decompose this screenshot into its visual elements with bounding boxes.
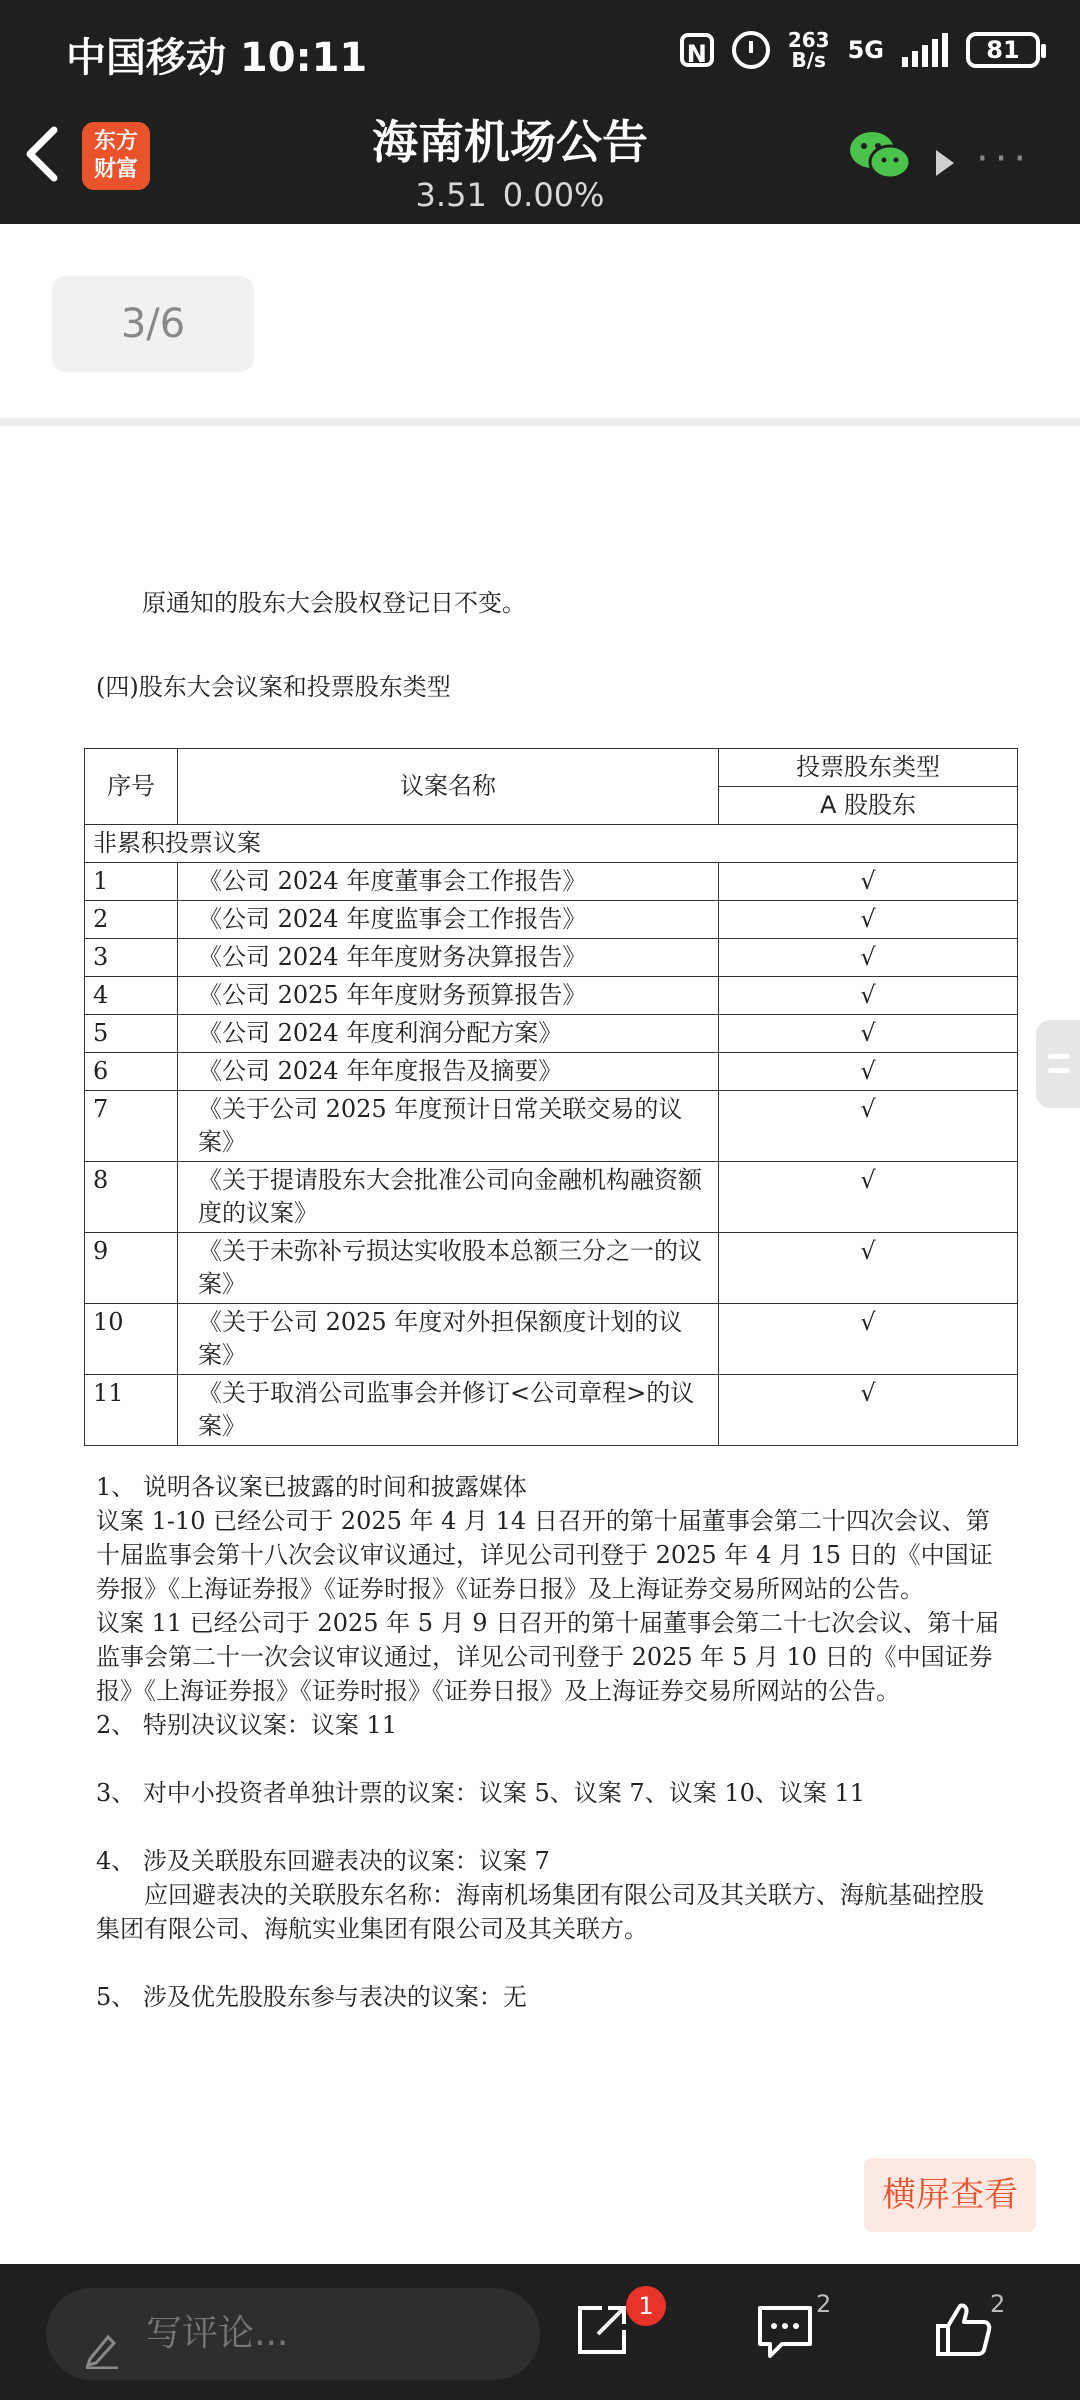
bottom-bar — [0, 2264, 1080, 2400]
divider — [0, 418, 1080, 426]
table-row — [85, 901, 1018, 939]
comment-placeholder: 写评论... — [146, 2313, 289, 2354]
row-number: 5 — [85, 1015, 178, 1053]
row-number: 6 — [85, 1053, 178, 1091]
section-title: (四)股东大会议案和投票股东类型 — [96, 673, 451, 701]
check-mark: √ — [719, 1304, 1018, 1375]
note-1-para-1: 议案 1-10 已经公司于 2025 年 4 月 14 日召开的第十届董事会第二十四次会议、第十届监事会第十八次会议审议通过，详见公司刊登于 2025 年 4 月 15 日的《中国证券报》《上海证券报》《证券时报》《证券日报》及上海证券交易所网站的公告。 — [96, 1507, 993, 1603]
comment-count: 2 — [816, 2290, 832, 2318]
row-number: 1 — [85, 863, 178, 901]
page-indicator: 3/6 — [52, 276, 254, 372]
carrier-time: 中国移动 10:11 — [66, 35, 368, 81]
note-5: 5、 涉及优先股股东参与表决的议案：无 — [96, 1983, 527, 2011]
table-row — [85, 1091, 1018, 1162]
proposal-name: 《公司 2024 年年度报告及摘要》 — [178, 1053, 719, 1091]
notes — [96, 1470, 1002, 2014]
table-rows — [85, 863, 1018, 1446]
check-mark: √ — [719, 1015, 1018, 1053]
row-number: 4 — [85, 977, 178, 1015]
check-mark: √ — [719, 1091, 1018, 1162]
check-mark: √ — [719, 1233, 1018, 1304]
table-row — [85, 977, 1018, 1015]
network-speed: 263 B/s — [787, 28, 830, 72]
like-count: 2 — [990, 2290, 1006, 2318]
battery-icon: 81 — [966, 32, 1040, 68]
signal-icon — [902, 33, 948, 67]
proposal-name: 《公司 2025 年年度财务预算报告》 — [178, 977, 719, 1015]
proposal-name: 《公司 2024 年度监事会工作报告》 — [178, 901, 719, 939]
table-row — [85, 1233, 1018, 1304]
wechat-icon[interactable] — [848, 128, 912, 184]
proposal-name: 《关于公司 2025 年度对外担保额度计划的议案》 — [178, 1304, 719, 1375]
proposal-name: 《公司 2024 年度利润分配方案》 — [178, 1015, 719, 1053]
stock-quote — [300, 176, 720, 214]
row-number: 7 — [85, 1091, 178, 1162]
stock-title[interactable] — [300, 106, 720, 214]
announcement-document — [0, 426, 1080, 2256]
proposal-table — [84, 748, 1018, 1446]
col-no-header: 序号 — [85, 749, 178, 825]
play-arrow-icon[interactable] — [936, 150, 954, 176]
nfc-icon: N — [680, 33, 714, 67]
note-1-para-2: 议案 11 已经公司于 2025 年 5 月 9 日召开的第十届董事会第二十七次会议、第十届监事会第二十一次会议审议通过，详见公司刊登于 2025 年 5 月 10 日的《中国证券报》《上海证券报》《证券时报》《证券日报》及上海证券交易所网站的公告。 — [96, 1609, 1000, 1705]
share-badge: 1 — [626, 2286, 666, 2326]
status-icons — [680, 24, 1040, 76]
table-row — [85, 1375, 1018, 1446]
side-drawer-handle[interactable] — [1036, 1020, 1080, 1108]
proposal-name: 《关于取消公司监事会并修订<公司章程>的议案》 — [178, 1375, 719, 1446]
col-type-header: 投票股东类型 — [719, 749, 1018, 787]
col-type-sub-header: A 股股东 — [719, 787, 1018, 825]
check-mark: √ — [719, 1162, 1018, 1233]
network-type: 5G — [847, 36, 884, 64]
table-row — [85, 1015, 1018, 1053]
check-mark: √ — [719, 1053, 1018, 1091]
table-row — [85, 1304, 1018, 1375]
comment-icon[interactable] — [756, 2304, 814, 2360]
share-icon[interactable] — [574, 2302, 630, 2358]
proposal-name: 《关于未弥补亏损达实收股本总额三分之一的议案》 — [178, 1233, 719, 1304]
app-logo[interactable]: 东方 财富 — [82, 122, 150, 190]
row-number: 3 — [85, 939, 178, 977]
note-4: 4、 涉及关联股东回避表决的议案：议案 7 — [96, 1847, 550, 1875]
col-name-header: 议案名称 — [178, 749, 719, 825]
proposal-name: 《关于公司 2025 年度预计日常关联交易的议案》 — [178, 1091, 719, 1162]
alarm-icon — [732, 31, 770, 69]
more-icon[interactable]: ··· — [976, 136, 1033, 182]
like-icon[interactable] — [934, 2300, 994, 2360]
group-label: 非累积投票议案 — [85, 825, 1018, 863]
status-bar — [0, 0, 1080, 100]
landscape-view-button[interactable]: 横屏查看 — [864, 2158, 1036, 2232]
notice-text: 原通知的股东大会股权登记日不变。 — [142, 589, 526, 617]
proposal-name: 《关于提请股东大会批准公司向金融机构融资额度的议案》 — [178, 1162, 719, 1233]
back-icon[interactable] — [22, 122, 82, 192]
stock-change: 0.00% — [502, 176, 605, 214]
row-number: 2 — [85, 901, 178, 939]
note-3: 3、 对中小投资者单独计票的议案：议案 5、议案 7、议案 10、议案 11 — [96, 1779, 866, 1807]
table-row — [85, 863, 1018, 901]
comment-input[interactable] — [46, 2288, 540, 2380]
table-row — [85, 1162, 1018, 1233]
stock-price: 3.51 — [415, 176, 487, 214]
check-mark: √ — [719, 863, 1018, 901]
nav-bar — [0, 100, 1080, 224]
page-area — [0, 224, 1080, 420]
row-number: 11 — [85, 1375, 178, 1446]
page-title: 海南机场公告 — [372, 115, 648, 169]
row-number: 8 — [85, 1162, 178, 1233]
note-1-title: 1、 说明各议案已披露的时间和披露媒体 — [96, 1473, 527, 1501]
row-number: 10 — [85, 1304, 178, 1375]
row-number: 9 — [85, 1233, 178, 1304]
pen-icon — [84, 2312, 120, 2352]
proposal-name: 《公司 2024 年度董事会工作报告》 — [178, 863, 719, 901]
check-mark: √ — [719, 901, 1018, 939]
check-mark: √ — [719, 939, 1018, 977]
proposal-name: 《公司 2024 年年度财务决算报告》 — [178, 939, 719, 977]
table-row — [85, 939, 1018, 977]
table-row — [85, 1053, 1018, 1091]
note-2: 2、 特别决议议案：议案 11 — [96, 1711, 398, 1739]
check-mark: √ — [719, 1375, 1018, 1446]
check-mark: √ — [719, 977, 1018, 1015]
note-4-detail: 应回避表决的关联股东名称：海南机场集团有限公司及其关联方、海航基础控股集团有限公司、海航实业集团有限公司及其关联方。 — [96, 1881, 984, 1943]
